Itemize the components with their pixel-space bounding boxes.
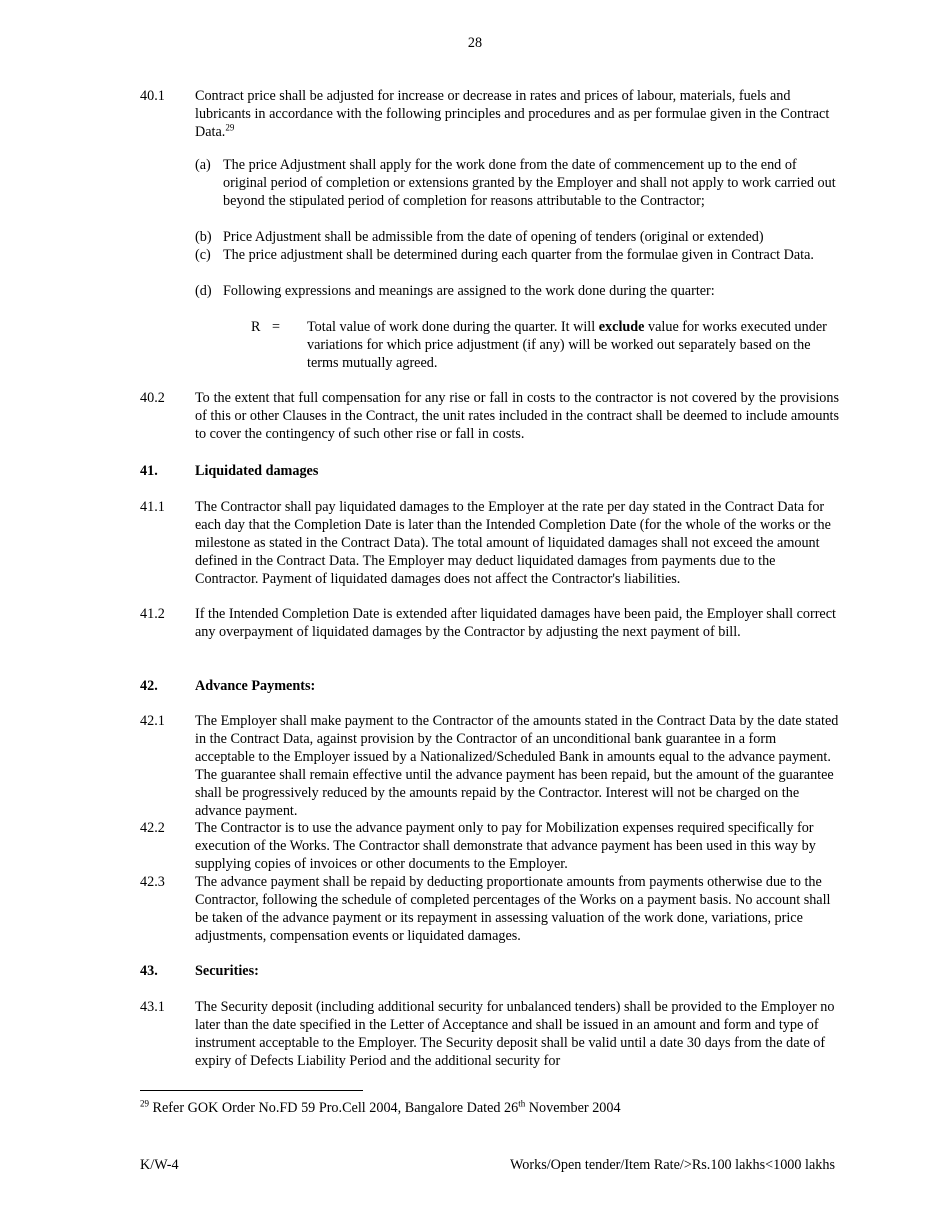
subclause-label: (a) — [195, 157, 211, 173]
clause-number: 42.2 — [140, 820, 165, 836]
subclause-label: (c) — [195, 247, 211, 263]
footnote-ref: 29 — [225, 122, 235, 133]
section-title: Advance Payments: — [195, 678, 316, 694]
clause-number: 42.3 — [140, 874, 165, 890]
section-number: 42. — [140, 678, 158, 694]
subclause-label: (b) — [195, 229, 212, 245]
definition-equals: = — [272, 319, 281, 335]
subclause-b-text: Price Adjustment shall be admissible from the date of opening of tenders (original or extended) — [223, 229, 764, 245]
section-number: 41. — [140, 463, 158, 479]
section-title: Securities: — [195, 963, 259, 979]
clause-number: 42.1 — [140, 713, 165, 729]
page-number: 28 — [467, 35, 483, 51]
subclause-a-text: The price Adjustment shall apply for the work done from the date of commencement up to the end of original period of completion or extensions granted by the Employer and shall not apply to work carried out beyond the stipulated period of completion for reasons attributable to the Contractor; — [223, 157, 836, 209]
clause-42-2-text: The Contractor is to use the advance payment only to pay for Mobilization expenses required specifically for execution of the Works. The Contractor shall demonstrate that advance payment has been used in this way by supplying copies of invoices or other documents to the Employer. — [195, 820, 816, 872]
clause-41-1-text: The Contractor shall pay liquidated damages to the Employer at the rate per day stated in the Contract Data for each day that the Completion Date is later than the Intended Completion Date (for the whole of the works or the milestone as stated in the Contract Data). The total amount of liquidated damages shall not exceed the amount defined in the Contract Data. The Employer may deduct liquidated damages from payments due to the Contractor. Payment of liquidated damages does not affect the Contractor's liabilities. — [195, 499, 831, 587]
clause-42-3-text: The advance payment shall be repaid by deducting proportionate amounts from payments otherwise due to the Contractor, following the schedule of completed percentages of the Works on a payment basis. No account shall be taken of the advance payment or its repayment in assessing valuation of the work done, variations, price adjustments, compensation events or liquidated damages. — [195, 874, 831, 944]
clause-number: 41.2 — [140, 606, 165, 622]
subclause-d-text: Following expressions and meanings are assigned to the work done during the quarter: — [223, 283, 715, 299]
clause-number: 43.1 — [140, 999, 165, 1015]
definition-symbol: R — [251, 319, 261, 335]
footnote-separator — [140, 1090, 363, 1091]
section-number: 43. — [140, 963, 158, 979]
section-title: Liquidated damages — [195, 463, 319, 479]
clause-42-1-text: The Employer shall make payment to the Contractor of the amounts stated in the Contract Data by the date stated in the Contract Data, against provision by the Contractor of an unconditional bank guarantee in a form acceptable to the Employer issued by a Nationalized/Scheduled Bank in amounts equal to the advance payment. The guarantee shall remain effective until the advance payment has been repaid, but the amount of the guarantee shall be progressively reduced by the amounts repaid by the Contractor. Interest will not be charged on the advance payment. — [195, 713, 839, 819]
clause-40-1-text: Contract price shall be adjusted for increase or decrease in rates and prices of labour, materials, fuels and lubricants in accordance with the following principles and procedures and as per formulae given in the Contract Data.$^{29}$ — [195, 88, 830, 140]
clause-41-2-text: If the Intended Completion Date is extended after liquidated damages have been paid, the Employer shall correct any overpayment of liquidated damages by the Contractor by adjusting the next payment of bill. — [195, 606, 836, 640]
footer-left: K/W-4 — [140, 1157, 179, 1173]
clause-40-2-text: To the extent that full compensation for any rise or fall in costs to the contractor is not covered by the provisions of this or other Clauses in the Contract, the unit rates included in the contract shall be deemed to include amounts to cover the contingency of such other rise or fall in costs. — [195, 390, 839, 442]
subclause-c-text: The price adjustment shall be determined during each quarter from the formulae given in Contract Data. — [223, 247, 814, 263]
definition-text: Total value of work done during the quarter. It will exclude value for works executed under variations for which price adjustment (if any) will be worked out separately based on the terms mutually agreed. — [307, 319, 827, 371]
clause-number: 40.1 — [140, 88, 165, 104]
subclause-label: (d) — [195, 283, 212, 299]
clause-number: 41.1 — [140, 499, 165, 515]
clause-number: 40.2 — [140, 390, 165, 406]
footnote: $^{29}$ Refer GOK Order No.FD 59 Pro.Cell 2004, Bangalore Dated 26th November 2004 — [140, 1098, 621, 1116]
clause-43-1-text: The Security deposit (including additional security for unbalanced tenders) shall be provided to the Employer no later than the date specified in the Letter of Acceptance and shall be issued in an amount and form and type of instrument acceptable to the Employer. The Security deposit shall be valid until a date 30 days from the date of expiry of Defects Liability Period and the additional security for — [195, 999, 835, 1069]
footer-right: Works/Open tender/Item Rate/>Rs.100 lakhs<1000 lakhs — [510, 1157, 835, 1173]
